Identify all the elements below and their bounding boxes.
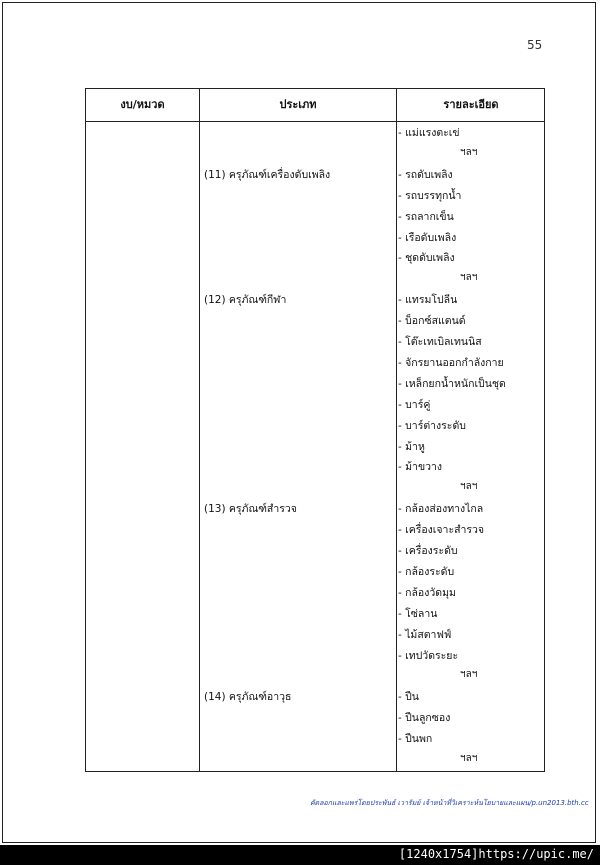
- header-budget-category: งบ/หมวด: [120, 98, 165, 111]
- detail-item: - กล้องส่องทางไกล: [398, 503, 484, 516]
- column-divider: [396, 89, 397, 771]
- header-divider: [86, 121, 544, 122]
- detail-item: - รถลากเข็น: [398, 210, 454, 223]
- detail-item: - บาร์ต่างระดับ: [398, 419, 466, 432]
- detail-item: - เครื่องระดับ: [398, 545, 458, 557]
- detail-item: - ม้าหู: [398, 440, 425, 453]
- detail-item: - บ็อกซ์สแตนด์: [398, 315, 466, 328]
- footer-note: คัดลอกและแพร่โดยประพันธ์ เวารัมย์ เจ้าหน้าที่วิเคราะห์นโยบายและแผน/p.un2013.bth.cc: [310, 799, 589, 807]
- category-label: (14) ครุภัณฑ์อาวุธ: [204, 691, 292, 704]
- detail-item: - โซ่ลาน: [398, 607, 438, 620]
- detail-item: - จักรยานออกกำลังกาย: [398, 356, 504, 369]
- column-divider: [199, 89, 200, 771]
- page-number: 55: [527, 38, 543, 52]
- detail-item: - บาร์คู่: [398, 398, 431, 411]
- detail-item: - แทรมโปลีน: [398, 294, 458, 307]
- category-label: (13) ครุภัณฑ์สำรวจ: [204, 503, 297, 516]
- detail-item: - กล้องระดับ: [398, 565, 455, 578]
- detail-item: - โต๊ะเทเบิลเทนนิส: [398, 336, 482, 348]
- detail-item: - เทปวัดระยะ: [398, 649, 459, 662]
- detail-item: - เรือดับเพลิง: [398, 231, 457, 244]
- etc-mark: ฯลฯ: [460, 272, 478, 284]
- header-type: ประเภท: [279, 98, 317, 111]
- etc-mark: ฯลฯ: [460, 481, 478, 493]
- detail-item: - ม้าขวาง: [398, 461, 443, 474]
- detail-item: - ปืน: [398, 691, 419, 704]
- category-label: (12) ครุภัณฑ์กีฬา: [204, 294, 287, 307]
- detail-item: - แม่แรงตะเข่: [398, 127, 460, 139]
- image-info-text: [399, 847, 594, 861]
- detail-item: - ปืนลูกซอง: [398, 712, 451, 725]
- detail-item: - ไม้สตาฟฟ์: [398, 628, 452, 641]
- detail-item: - ปืนพก: [398, 733, 433, 746]
- etc-mark: ฯลฯ: [460, 753, 478, 764]
- detail-item: - เหล็กยกน้ำหนักเป็นชุด: [398, 377, 506, 390]
- detail-item: - รถดับเพลิง: [398, 168, 453, 181]
- watermark-url[interactable]: https://upic.me/: [478, 847, 594, 861]
- category-label: (11) ครุภัณฑ์เครื่องดับเพลิง: [204, 168, 331, 181]
- detail-item: - รถบรรทุกน้ำ: [398, 189, 462, 202]
- image-info-bar: [0, 845, 600, 865]
- etc-mark: ฯลฯ: [460, 669, 478, 681]
- detail-item: - ชุดดับเพลิง: [398, 252, 455, 265]
- header-details: รายละเอียด: [443, 98, 499, 111]
- item-table: [85, 88, 545, 772]
- image-size-label: [1240x1754]: [398, 847, 479, 861]
- detail-item: - กล้องวัดมุม: [398, 586, 456, 599]
- etc-mark: ฯลฯ: [460, 146, 478, 158]
- detail-item: - เครื่องเจาะสำรวจ: [398, 524, 485, 537]
